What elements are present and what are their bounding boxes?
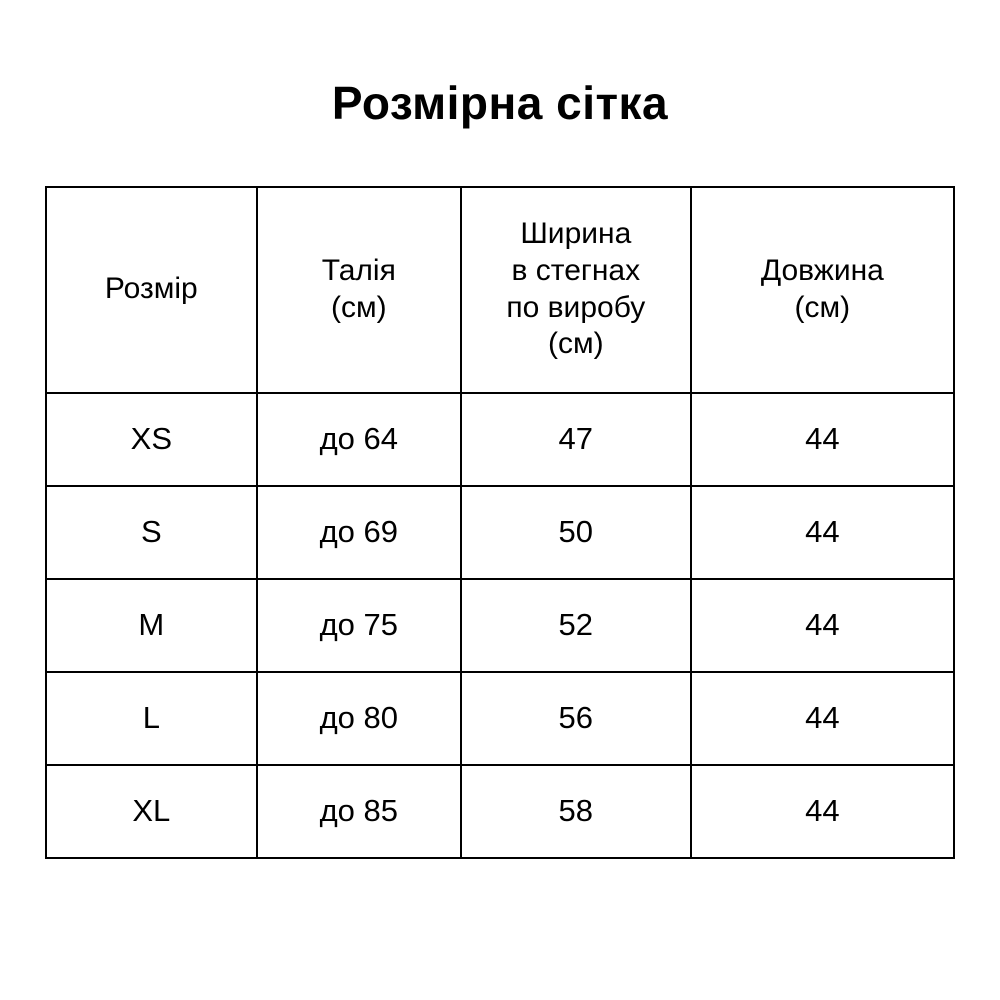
column-header-hip-width-line-4: (см) — [547, 327, 604, 361]
cell-waist: до 85 — [257, 765, 461, 858]
cell-hip-width: 58 — [461, 765, 691, 858]
cell-length: 44 — [691, 486, 954, 579]
cell-size: S — [46, 486, 257, 579]
column-header-length — [691, 187, 954, 393]
column-header-hip-width-line-1: Ширина — [520, 217, 632, 251]
cell-waist: до 80 — [257, 672, 461, 765]
table-row — [46, 765, 954, 858]
cell-waist: до 64 — [257, 393, 461, 486]
column-header-size — [46, 187, 257, 393]
page-title: Розмірна сітка — [331, 77, 669, 129]
size-table — [45, 186, 955, 859]
column-header-length-line-2: (см) — [794, 290, 851, 324]
cell-hip-width: 50 — [461, 486, 691, 579]
column-header-hip-width-line-3: по виробу — [506, 290, 646, 324]
cell-length: 44 — [691, 765, 954, 858]
table-row — [46, 672, 954, 765]
size-table-container — [45, 186, 955, 859]
table-body — [46, 393, 954, 858]
column-header-hip-width-line-2: в стегнах — [511, 254, 641, 287]
table-row — [46, 486, 954, 579]
column-header-waist-line-2: (см) — [330, 290, 387, 324]
cell-hip-width: 52 — [461, 579, 691, 672]
column-header-size-line-1: Розмір — [104, 272, 198, 306]
cell-length: 44 — [691, 393, 954, 486]
cell-hip-width: 56 — [461, 672, 691, 765]
cell-waist: до 75 — [257, 579, 461, 672]
table-header — [46, 187, 954, 393]
table-row — [46, 393, 954, 486]
cell-size: L — [46, 672, 257, 765]
column-header-hip-width — [461, 187, 691, 393]
cell-size: M — [46, 579, 257, 672]
table-row — [46, 579, 954, 672]
column-header-waist — [257, 187, 461, 393]
table-header-row — [46, 187, 954, 393]
cell-size: XL — [46, 765, 257, 858]
column-header-waist-line-1: Талія — [321, 254, 396, 287]
column-header-length-line-1: Довжина — [760, 254, 884, 287]
cell-length: 44 — [691, 579, 954, 672]
cell-size: XS — [46, 393, 257, 486]
cell-waist: до 69 — [257, 486, 461, 579]
cell-length: 44 — [691, 672, 954, 765]
cell-hip-width: 47 — [461, 393, 691, 486]
